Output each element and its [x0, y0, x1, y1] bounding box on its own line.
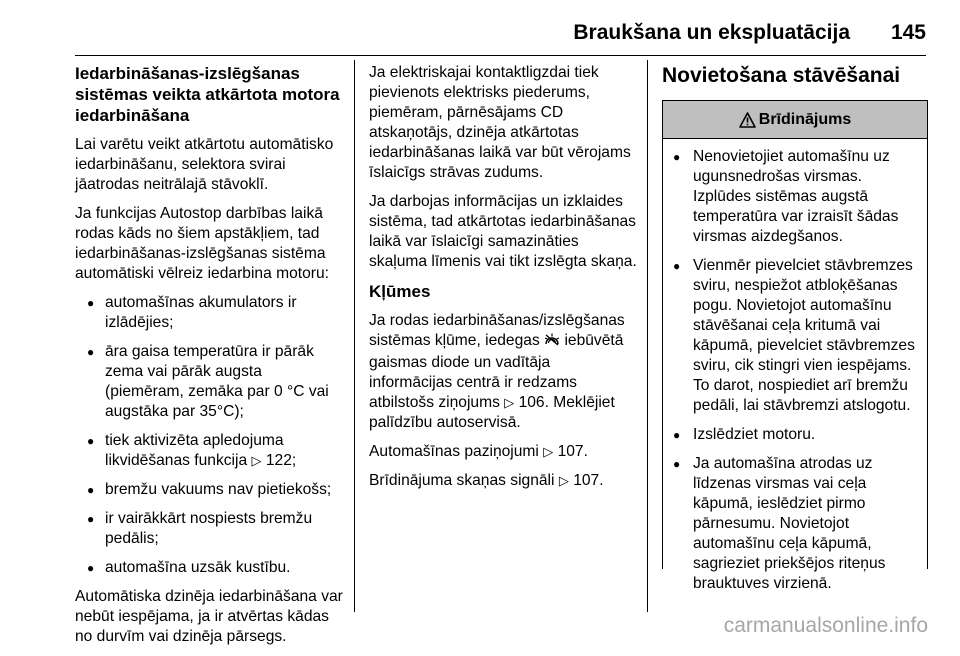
page-reference-arrow-icon[interactable]: ▷: [543, 444, 554, 459]
page-reference-arrow-icon[interactable]: ▷: [504, 395, 515, 410]
warning-title: Brīdinājums: [758, 110, 852, 128]
page-reference-arrow-icon[interactable]: ▷: [251, 453, 262, 468]
paragraph: Lai varētu veikt atkārtotu automātisko iedarbināšanu, selektora svirai jāatrodas neitrālajā stāvoklī.: [75, 136, 334, 193]
section-heading-restart: Iedarbināšanas-izslēgšanas sistēmas veikta atkārtota motora iedarbināšana: [75, 64, 340, 125]
warning-header: [663, 101, 927, 139]
column-divider-left: [354, 60, 355, 612]
page-reference[interactable]: 106.: [518, 394, 549, 411]
paragraph: Automātiska dzinēja iedarbināšana var nebūt iespējama, ja ir atvērtas kādas no durvīm vai dzinēja pārsegs.: [75, 588, 343, 645]
section-heading-faults: Kļūmes: [369, 282, 431, 301]
paragraph-messages: Automašīnas paziņojumi ▷ 107.: [369, 443, 588, 460]
paragraph-warning-chimes: Brīdinājuma skaņas signāli ▷ 107.: [369, 472, 604, 489]
section-heading-parking: Novietošana stāvēšanai: [662, 64, 901, 87]
list-item: ● Vienmēr pievelciet stāvbremzes sviru, nespiežot atbloķēšanas pogu. Novietojot automašīnu stāvēšanai ceļa kritumā vai kāpumā, pievelciet stāvbremzes sviru, cik stingri vien iespējams. To darot, nospiediet arī bremžu pedāli, lai stāvbremzi atslogotu.: [663, 256, 917, 416]
column-2: [369, 63, 637, 500]
list-item: ● ir vairākkārt nospiests bremžu pedālis;: [75, 509, 345, 549]
autostop-lamp-icon: [544, 333, 560, 353]
page-number: 145: [890, 21, 926, 44]
warning-list: [663, 139, 927, 594]
page-reference[interactable]: 122;: [265, 452, 297, 469]
list-item: ● Ja automašīna atrodas uz līdzenas virsmas vai ceļa kāpumā, ieslēdziet pirmo pārnesumu. Novietojot automašīnu ceļa kāpumā, sagrieziet priekšējos riteņus brauktuves virzienā.: [663, 454, 917, 594]
warning-box: [662, 100, 928, 592]
list-item: ● tiek aktivizēta apledojuma likvidēšanas funkcija ▷ 122;: [75, 431, 345, 471]
page-reference[interactable]: 107.: [557, 443, 588, 460]
list-item: ● automašīnas akumulators ir izlādējies;: [75, 293, 345, 333]
column-divider-right: [647, 60, 648, 612]
list-item: ● Izslēdziet motoru.: [663, 425, 917, 445]
restart-conditions-list: [75, 293, 345, 578]
header-rule: [75, 55, 926, 56]
paragraph: Ja funkcijas Autostop darbības laikā rodas kāds no šiem apstākļiem, tad iedarbināšanas-izslēgšanas sistēma automātiski vēlreiz iedarbina motoru:: [75, 205, 329, 282]
list-item: ● Nenovietojiet automašīnu uz ugunsnedrošas virsmas. Izplūdes sistēmas augstā temperatūra var izraisīt šādas virsmas aizdegšanos.: [663, 147, 917, 247]
list-item: ● bremžu vakuums nav pietiekošs;: [75, 480, 345, 500]
page-header: [0, 0, 960, 60]
paragraph: Ja darbojas informācijas un izklaides sistēma, tad atkārtotas iedarbināšanas laikā var īslaicīgi samazināties skaļuma līmenis vai tikt izslēgta skaņa.: [369, 193, 637, 270]
watermark: carmanualsonline.info: [723, 614, 928, 637]
list-item: ● automašīna uzsāk kustību.: [75, 558, 345, 578]
list-item: ● āra gaisa temperatūra ir pārāk zema vai pārāk augsta (piemēram, zemāka par 0 °C vai augstāka par 35°C);: [75, 342, 345, 422]
page-reference[interactable]: 107.: [573, 472, 604, 489]
warning-triangle-icon: [739, 112, 756, 128]
paragraph-faults: Ja rodas iedarbināšanas/izslēgšanas sistēmas kļūme, iedegas iebūvētā gaismas diode un vadītāja informācijas centrā ir redzams atbilstošs ziņojums ▷ 106. Meklējiet palīdzību autoservisā.: [369, 312, 625, 431]
page-section-title: Braukšana un ekspluatācija: [573, 21, 850, 44]
paragraph: Ja elektriskajai kontaktligzdai tiek pievienots elektrisks piederums, piemēram, pārnēsājams CD atskaņotājs, dzinēja atkārtotas iedarbināšanas laikā var būt vērojams īslaicīgs strāvas zudums.: [369, 64, 631, 181]
column-1: [75, 63, 345, 656]
page-reference-arrow-icon[interactable]: ▷: [558, 473, 569, 488]
column-3: [662, 63, 926, 95]
